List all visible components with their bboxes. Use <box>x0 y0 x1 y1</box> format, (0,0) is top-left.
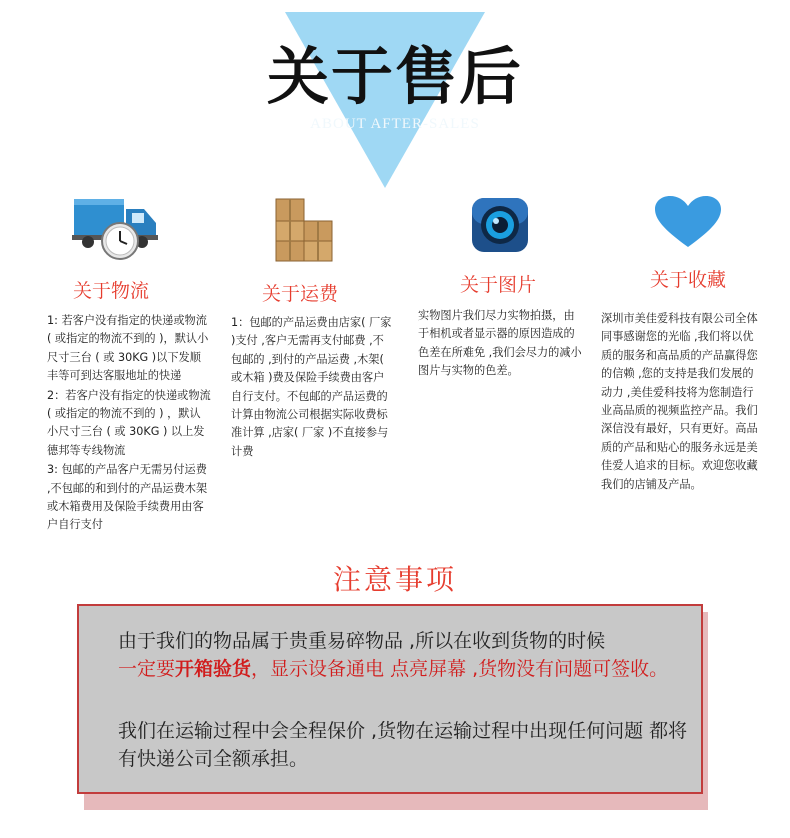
notice-warning-bold: 开箱验货 <box>175 658 252 680</box>
page-title: 关于售后 <box>266 40 523 113</box>
shipping-paragraph: 1：包邮的产品运费由店家( 厂家 )支付 ,客户无需再支付邮费 ,不包邮的 ,到付的产品运费 ,木架( 或木箱 )费及保险手续费由客户自行支付。不包邮的产品运费的计算由物流公司根据实际收费标准计算 ,店家( 厂家 )不直接参与计费 <box>231 316 392 458</box>
section-body-shipping <box>231 314 393 462</box>
notice-warning-rest: ，显示设备通电 点亮屏幕 ,货物没有问题可签收。 <box>251 658 669 680</box>
camera-lens-icon <box>470 196 530 254</box>
favorites-paragraph: 深圳市美佳爱科技有限公司全体同事感谢您的光临 ,我们将以优质的服务和高品质的产品赢得您的信赖 ,您的支持是我们发展的动力 ,美佳爱科技将为您制造行业高品质的视频监控产品。我们深信没有最好，只有更好。高品质的产品和贴心的服务永远是美佳爱人追求的目标。欢迎您收藏我们的店铺及产品。 <box>601 312 758 491</box>
logistics-paragraph: 1: 若客户没有指定的快递或物流( 或指定的物流不到的 )，默认小尺寸三台 ( 或 30KG )以下发顺丰等可到达客服地址的快递 <box>47 314 209 383</box>
section-title-logistics: 关于物流 <box>73 280 150 302</box>
page-subtitle: ABOUT AFTER-SALES <box>310 116 480 132</box>
notice-paragraph-2: 我们在运输过程中会全程保价 ,货物在运输过程中出现任何问题 都将有快递公司全额承担。 <box>118 720 688 770</box>
notice-warning-prefix: 一定要 <box>118 658 176 680</box>
section-title-pictures: 关于图片 <box>460 274 537 296</box>
pictures-paragraph: 实物图片我们尽力实物拍摄，由于相机或者显示器的原因造成的色差在所难免 ,我们会尽力的减小图片与实物的色差。 <box>418 309 582 378</box>
truck-clock-icon <box>72 193 160 263</box>
section-body-favorites <box>601 310 761 495</box>
notice-line-1: 由于我们的物品属于贵重易碎物品 ,所以在收到货物的时候 <box>118 630 606 652</box>
heart-icon <box>653 195 723 249</box>
logistics-paragraph: 2：若客户没有指定的快递或物流( 或指定的物流不到的 ) ，默认小尺寸三台 ( 或 30KG ) 以上发德邦等专线物流 <box>47 388 211 457</box>
section-title-favorites: 关于收藏 <box>650 269 727 291</box>
section-body-logistics <box>47 312 211 536</box>
notice-title: 注意事项 <box>332 563 457 596</box>
notice-paragraph-1 <box>118 627 688 683</box>
section-title-shipping: 关于运费 <box>262 283 339 305</box>
logistics-paragraph: 3: 包邮的产品客户无需另付运费 ,不包邮的和到付的产品运费木架或木箱费用及保险手续费用由客户自行支付 <box>47 463 208 532</box>
boxes-icon <box>272 195 336 265</box>
section-body-pictures <box>418 307 582 382</box>
